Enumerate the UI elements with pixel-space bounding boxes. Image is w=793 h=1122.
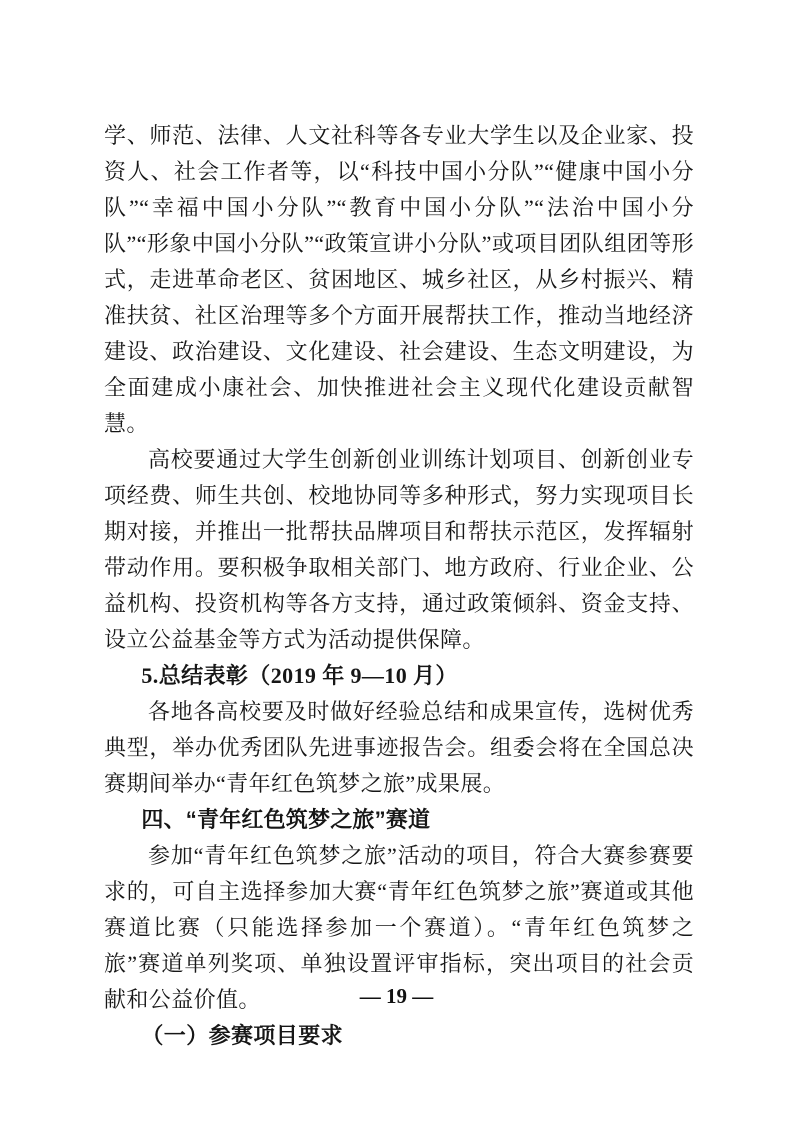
section-heading-summary-commendation: 5.总结表彰（2019 年 9—10 月）: [141, 663, 458, 688]
body-paragraph-continuation: 学、师范、法律、人文社科等各专业大学生以及企业家、投资人、社会工作者等，以“科技中国小分队”“健康中国小分队”“幸福中国小分队”“教育中国小分队”“法治中国小分队”“形象中国小分队”“政策宣讲小分队”或项目团队组团等形式，走进革命老区、贫困地区、城乡社区，从乡村振兴、精准扶贫、社区治理等多个方面开展帮扶工作，推动当地经济建设、政治建设、文化建设、社会建设、生态文明建设，为全面建成小康社会、加快推进社会主义现代化建设贡献智慧。: [104, 123, 694, 436]
page-number: — 19 —: [359, 984, 434, 1008]
subsection-heading-entry-requirements: （一）参赛项目要求: [141, 1023, 343, 1048]
chapter-heading-red-dream-track: 四、“青年红色筑梦之旅”赛道: [141, 807, 431, 832]
body-paragraph-universities: 高校要通过大学生创新创业训练计划项目、创新创业专项经费、师生共创、校地协同等多种形式，努力实现项目长期对接，并推出一批帮扶品牌项目和帮扶示范区，发挥辐射带动作用。要积极争取相关部门、地方政府、行业企业、公益机构、投资机构等各方支持，通过政策倾斜、资金支持、设立公益基金等方式为活动提供保障。: [104, 447, 694, 652]
page-content: [104, 118, 694, 1054]
body-paragraph-summary: 各地各高校要及时做好经验总结和成果宣传，选树优秀典型，举办优秀团队先进事迹报告会。组委会将在全国总决赛期间举办“青年红色筑梦之旅”成果展。: [104, 699, 694, 796]
body-paragraph-track-rules: 参加“青年红色筑梦之旅”活动的项目，符合大赛参赛要求的，可自主选择参加大赛“青年红色筑梦之旅”赛道或其他赛道比赛（只能选择参加一个赛道）。“青年红色筑梦之旅”赛道单列奖项、单独设置评审指标，突出项目的社会贡献和公益价值。: [104, 843, 694, 1012]
